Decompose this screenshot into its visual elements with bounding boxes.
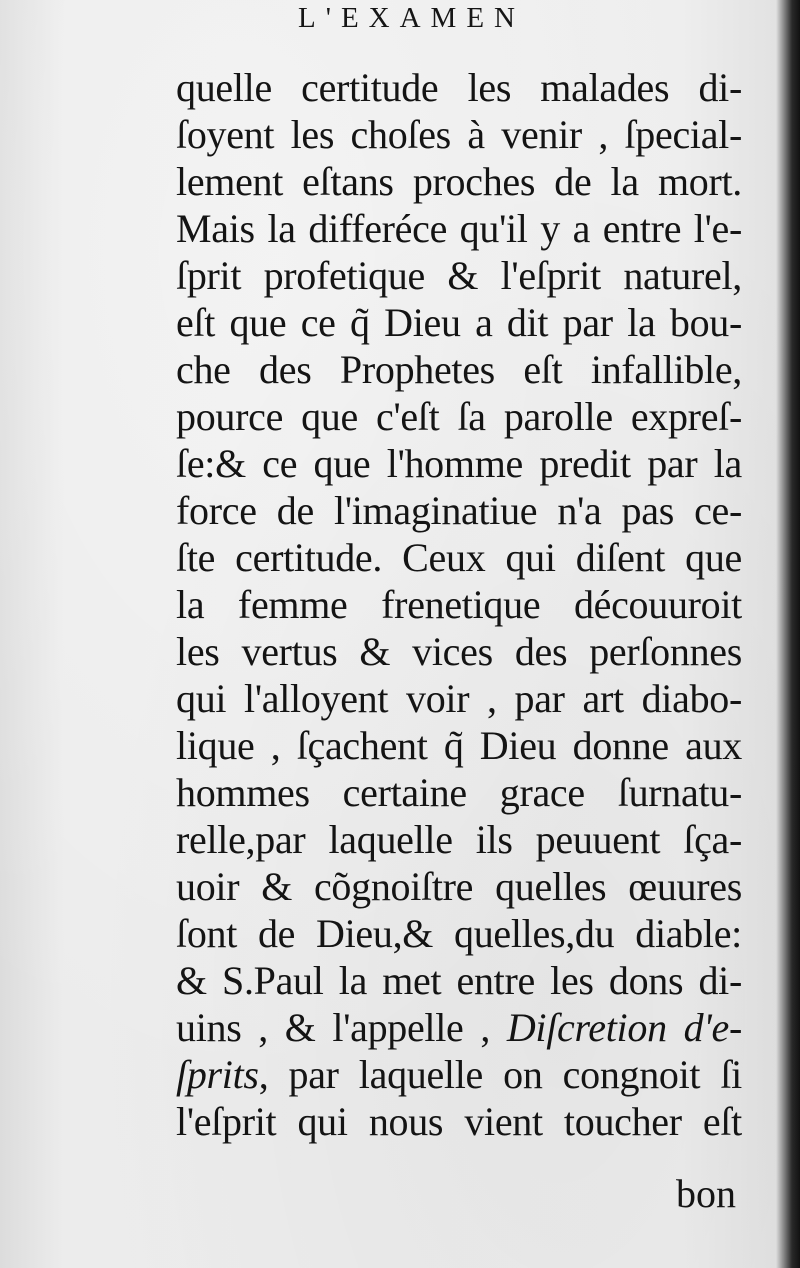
text-line: ſte certitude. Ceux qui diſent que — [176, 535, 742, 580]
text-line-with-italic — [176, 1004, 742, 1051]
text-line: ſont de Dieu,& quelles,du diable: — [176, 911, 742, 956]
italic-term: Diſcretion d'e- — [506, 1005, 743, 1050]
text-line: l'eſprit qui nous vient toucher eſt — [176, 1099, 742, 1144]
body-text — [176, 64, 742, 1145]
text-line: force de l'imaginatiue n'a pas ce- — [176, 488, 742, 533]
text-line: che des Prophetes eſt infallible, — [176, 347, 742, 392]
text-line: hommes certaine grace ſurnatu- — [176, 770, 742, 815]
text-line: uoir & cõgnoiſtre quelles œuures — [176, 864, 742, 909]
text-line: qui l'alloyent voir , par art diabo- — [176, 676, 742, 721]
catchword: bon — [676, 1171, 736, 1216]
text-line: Mais la differéce qu'il y a entre l'e- — [176, 206, 742, 251]
text-line: eſt que ce q̃ Dieu a dit par la bou- — [176, 300, 742, 345]
italic-term-continued: ſprits — [176, 1052, 259, 1097]
text-line: quelle certitude les malades di- — [176, 65, 742, 110]
text-line: ſe:& ce que l'homme predit par la — [176, 441, 742, 486]
running-title: L'EXAMEN — [298, 2, 525, 34]
text-line: ſprit profetique & l'eſprit naturel, — [176, 253, 742, 298]
text-line: lement eſtans proches de la mort. — [176, 159, 742, 204]
text-segment: uins , & l'appelle , — [176, 1005, 491, 1050]
text-line: relle,par laquelle ils peuuent ſça- — [176, 817, 742, 862]
text-segment: , par laquelle on congnoit ſi — [258, 1052, 742, 1097]
text-line: ſoyent les choſes à venir , ſpecial- — [176, 112, 742, 157]
text-line: la femme frenetique découuroit — [176, 582, 742, 627]
text-line-with-italic — [176, 1051, 742, 1098]
text-line: pource que c'eſt ſa parolle expreſ- — [176, 394, 742, 439]
text-line: les vertus & vices des perſonnes — [176, 629, 742, 674]
text-line: & S.Paul la met entre les dons di- — [176, 958, 742, 1003]
bleed-through-left — [0, 0, 170, 1268]
text-line: lique , ſçachent q̃ Dieu donne aux — [176, 723, 742, 768]
